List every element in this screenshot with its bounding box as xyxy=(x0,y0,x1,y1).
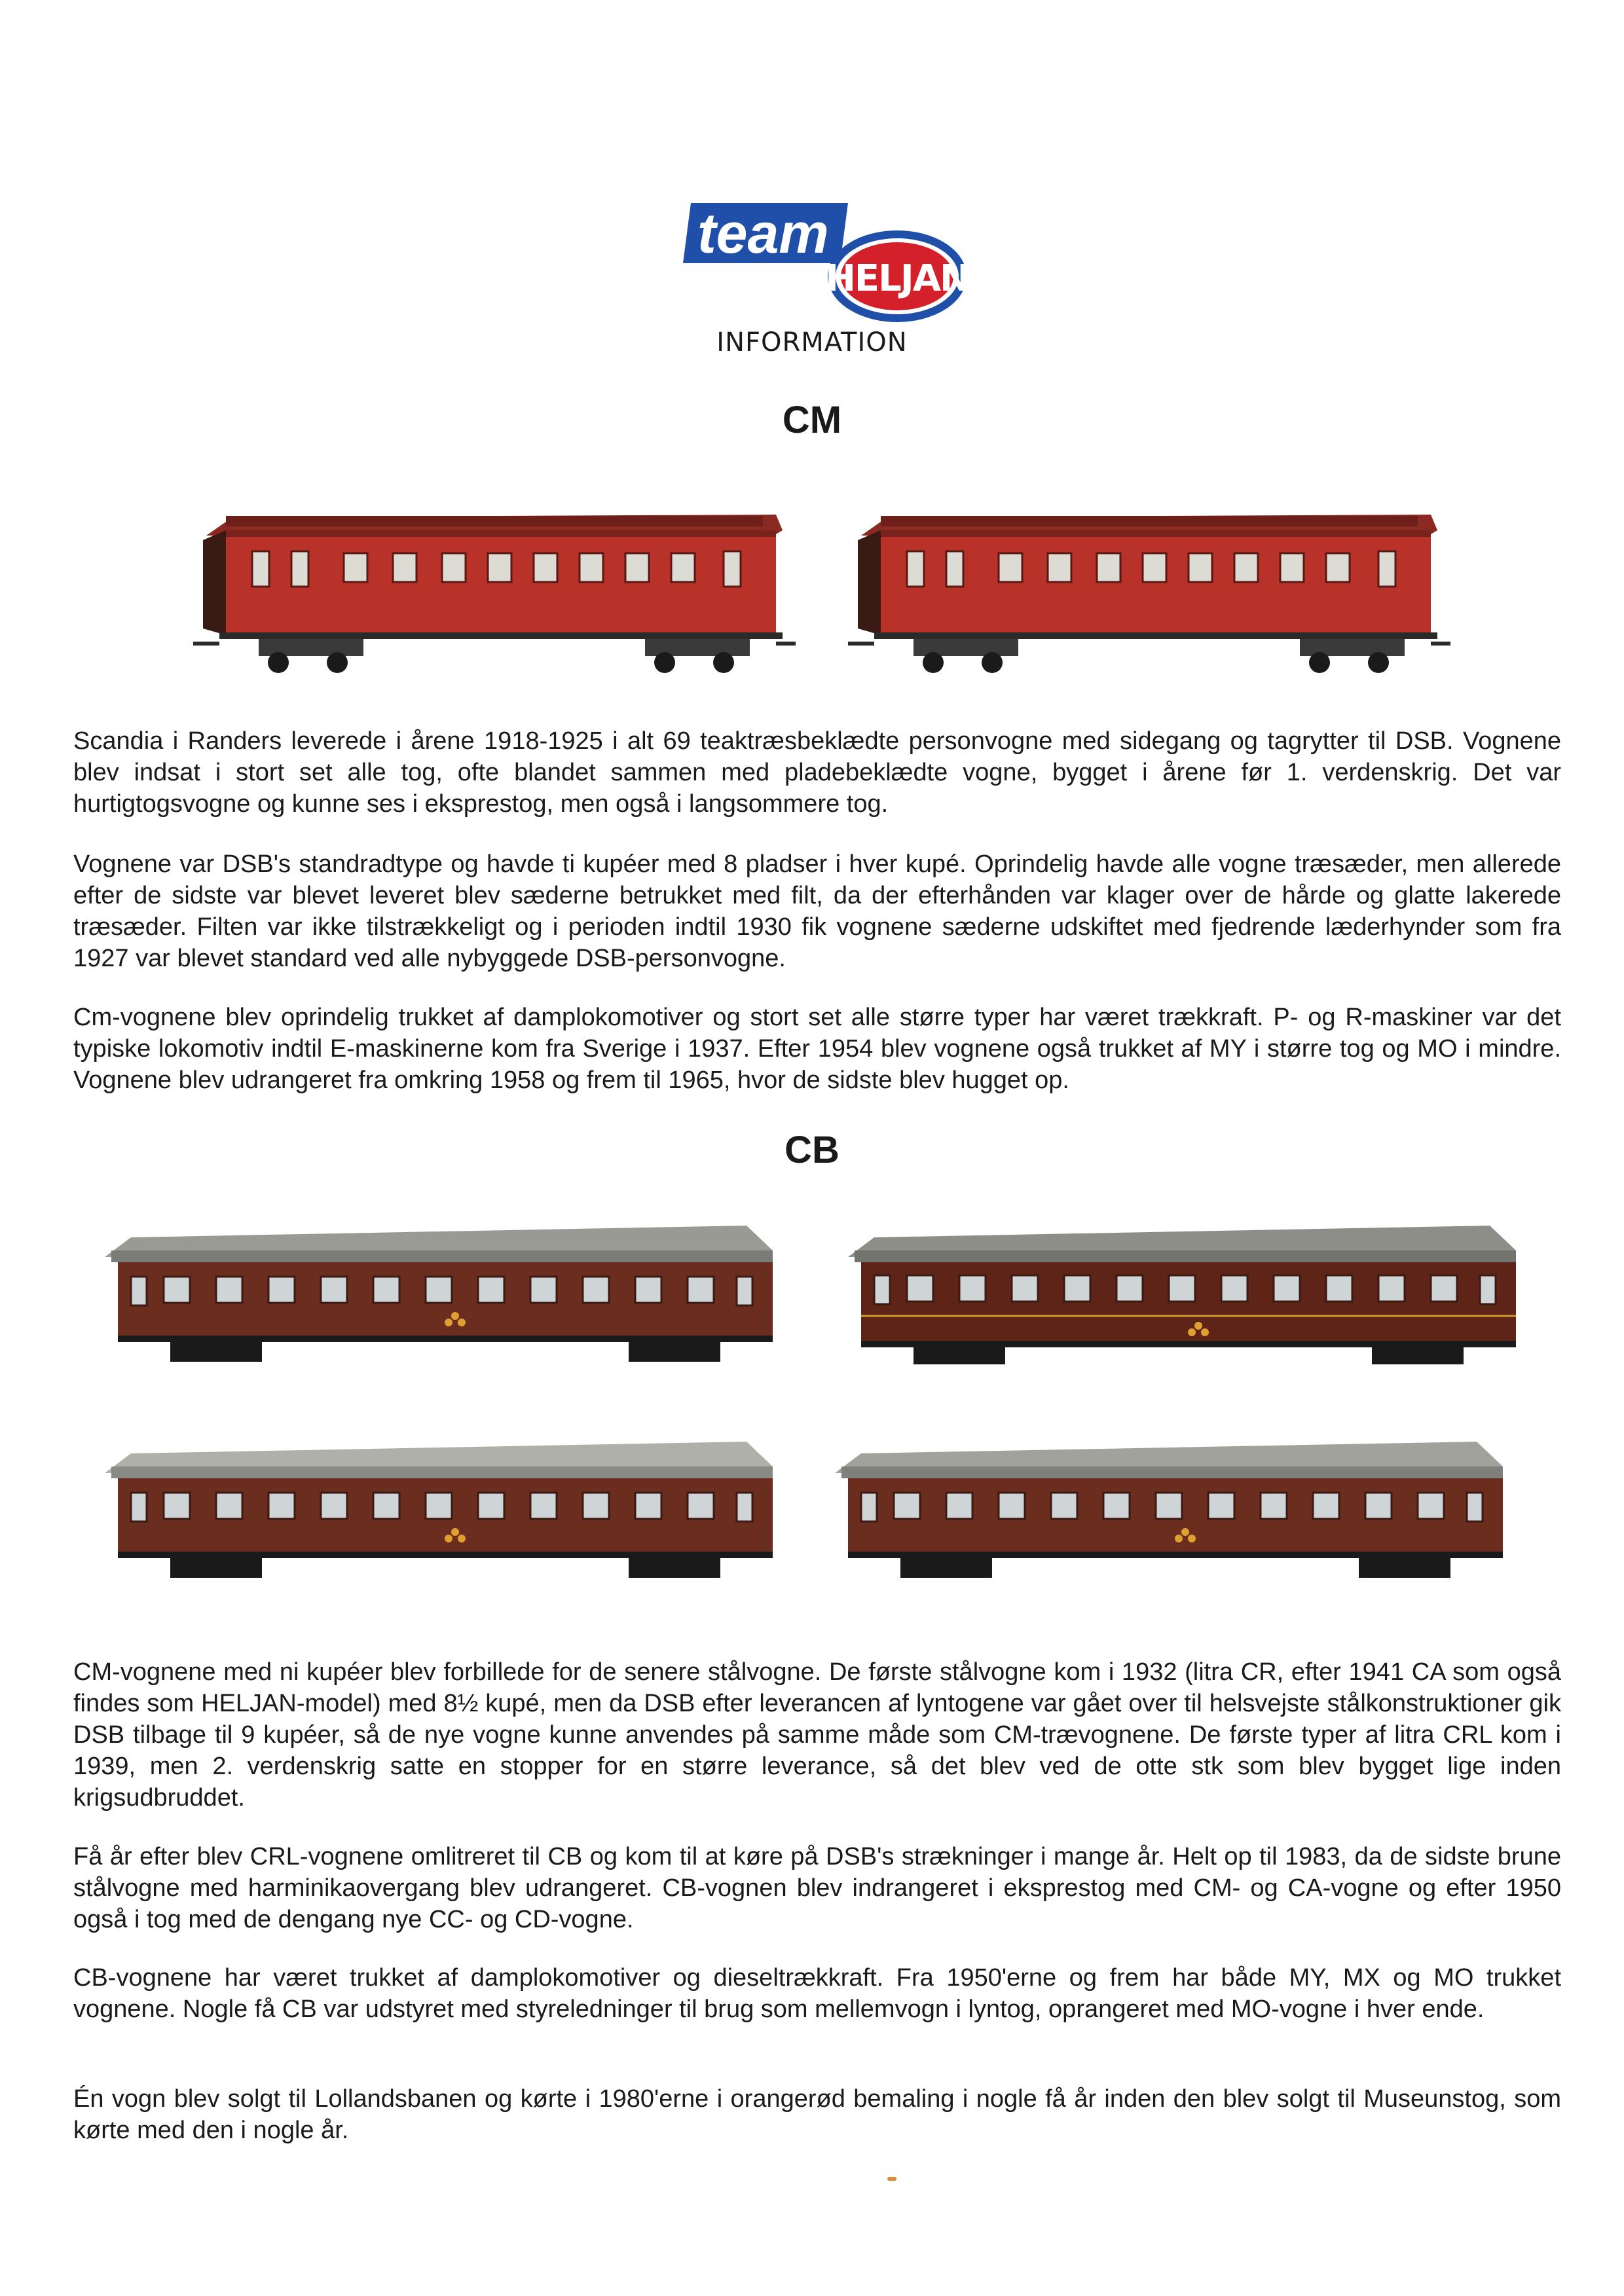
cm-paragraph-3: Cm-vognene blev oprindelig trukket af damplokomotiver og stort set alle større typer har været trækkraft. P- og R-maskiner var det typiske lokomotiv indtil E-maskinerne kom fra Sverige i 1937. Efter 1954 blev vognene også trukket af MY i større tog og MO i mindre. Vognene blev udrangeret fra omkring 1958 og frem til 1965, hvor de sidste blev hugget op. xyxy=(73,1004,1561,1094)
cm-coach-photo-2 xyxy=(841,504,1457,681)
scan-speck xyxy=(887,2177,896,2181)
cb-paragraph-3: CB-vognene har været trukket af damplokomotiver og dieseltrækkraft. Fra 1950'erne og frem har både MY, MX og MO trukket vognene. Nogle få CB var udstyret med styreledninger til brug som mellemvogn i lyntog, oprangeret med MO-vogne i hver ende. xyxy=(73,1964,1561,2023)
logo-subtitle: INFORMATION xyxy=(716,327,908,357)
cb-coach-photo-2 xyxy=(835,1211,1529,1375)
cb-paragraph-1: CM-vognene med ni kupéer blev forbillede for de senere stålvogne. De første stålvogne kom i 1932 (litra CR, efter 1941 CA som også findes som HELJAN-model) med 8½ kupé, men da DSB efter leverancen af lyntogene var gået over til helsvejste stålkonstruktioner gik DSB tilbage til 9 kupéer, så de nye vogne kunne anvendes på samme måde som CM-trævognene. De første typer af litra CRL kom i 1939, men 2. verdenskrig satte en stopper for en større leverance, så det blev ved de otte stk som blev bygget lige inden krigsudbruddet. xyxy=(73,1658,1561,1812)
cm-paragraph-2: Vognene var DSB's standradtype og havde ti kupéer med 8 pladser i hver kupé. Oprindelig havde alle vogne træsæder, men allerede efter de sidste var blevet leveret blev sæderne betrukket med filt, da der efterhånden var klager over de hårde og glatte lakerede træsæder. Filten var ikke tilstrækkeligt og i perioden indtil 1930 fik vognene sæderne udskiftet med fjedrende læderhynder som fra 1927 var blevet standard ved alle nybyggede DSB-personvogne. xyxy=(73,850,1561,972)
logo-graphic xyxy=(678,196,966,327)
cb-paragraph-2: Få år efter blev CRL-vognene omlitreret til CB og kom til at køre på DSB's strækninger i mange år. Helt op til 1983, da de sidste brune stålvogne med harminikaovergang blev udrangeret. CB-vognen blev indrangeret i eksprestog med CM- og CA-vogne og efter 1950 også i tog med de dengang nye CC- og CD-vogne. xyxy=(73,1843,1561,1933)
cb-coach-photo-1 xyxy=(92,1211,786,1375)
cm-paragraph-1: Scandia i Randers leverede i årene 1918-1925 i alt 69 teaktræsbeklædte personvogne med sidegang og tagrytter til DSB. Vognene blev indsat i stort set alle tog, ofte blandet sammen med pladebeklædte vogne, bygget i årene før 1. verdenskrig. Det var hurtigtogsvogne og kunne ses i eksprestog, men også i langsommere tog. xyxy=(73,727,1561,818)
section-title-cb: CB xyxy=(784,1129,840,1171)
logo-team-text: team xyxy=(697,202,829,265)
section-title-cm: CM xyxy=(782,399,842,441)
logo-brand-text: HELJAN xyxy=(825,257,966,300)
cm-coach-photo-1 xyxy=(187,504,802,681)
cb-paragraph-4: Én vogn blev solgt til Lollandsbanen og kørte i 1980'erne i orangerød bemaling i nogle få år inden den blev solgt til Museunstog, som kørte med den i nogle år. xyxy=(73,2085,1561,2144)
cb-coach-photo-3 xyxy=(92,1427,786,1591)
team-heljan-logo xyxy=(678,196,966,327)
cb-coach-photo-4 xyxy=(822,1427,1516,1591)
